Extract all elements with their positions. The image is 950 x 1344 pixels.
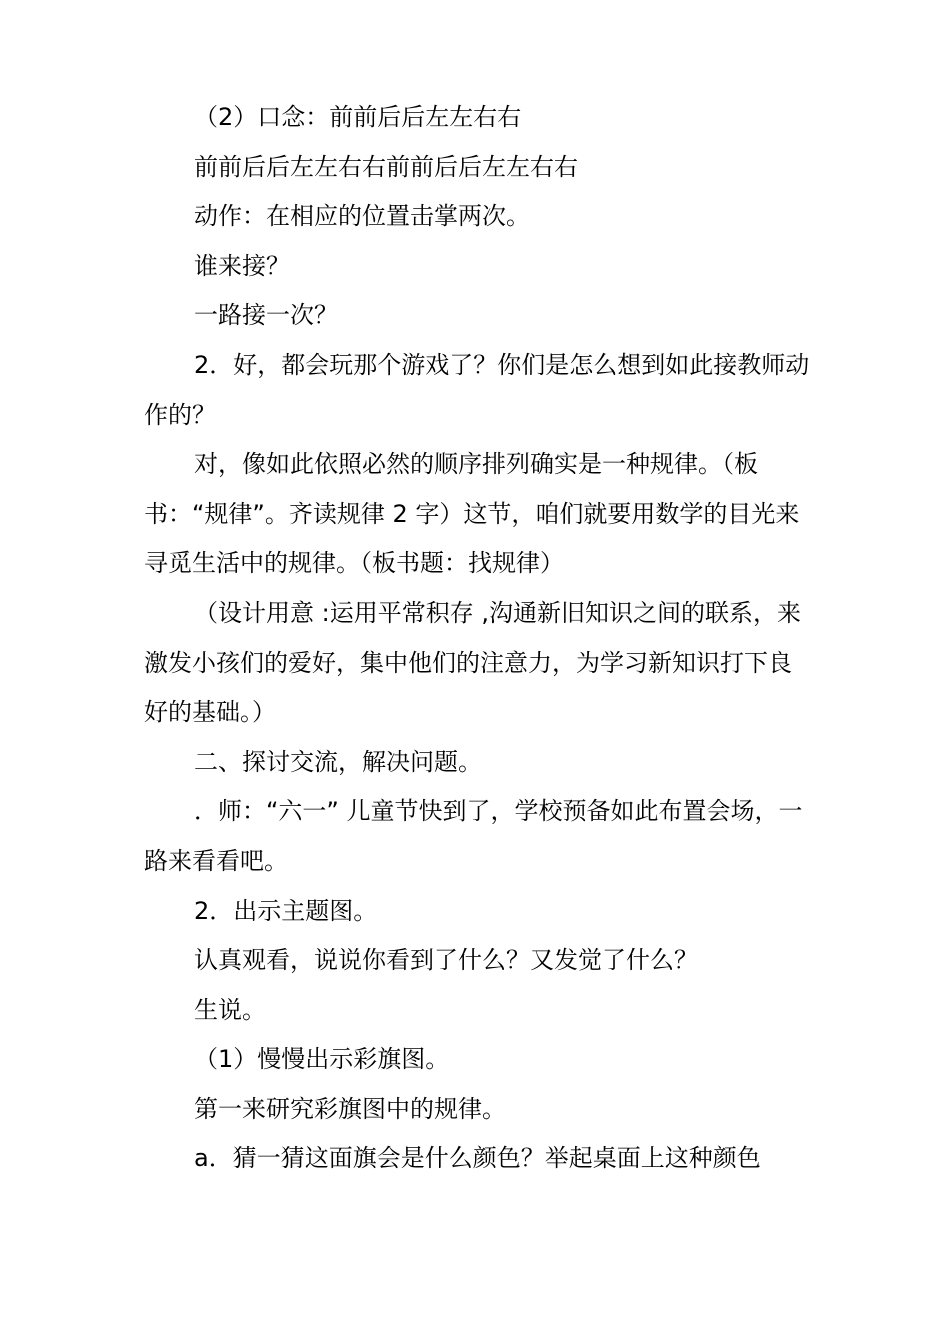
paragraph-action: 动作：在相应的位置击掌两次。 <box>194 202 530 231</box>
paragraph-show-flags: （1）慢慢出示彩旗图。 <box>194 1045 450 1074</box>
paragraph-question-2: 2．好，都会玩那个游戏了？你们是怎么想到如此接教师动作的？ <box>144 350 810 429</box>
paragraph-design-intent: （设计用意 :运用平常积存 ,沟通新旧知识之间的联系，来激发小孩们的爱好，集中他们的注意力，为学习新知识打下良好的基础。） <box>144 598 801 727</box>
paragraph-chant: （2）口念：前前后后左左右右 <box>194 103 522 131</box>
paragraph-who-continues: 谁来接？ <box>194 251 290 280</box>
paragraph-show-theme: 2．出示主题图。 <box>194 896 378 925</box>
paragraph-study-flags: 第一来研究彩旗图中的规律。 <box>194 1094 506 1123</box>
paragraph-observe: 认真观看，说说你看到了什么？又发觉了什么？ <box>194 946 698 975</box>
document-body <box>144 93 810 1184</box>
paragraph-guess-color: a．猜一猜这面旗会是什么颜色？举起桌面上这种颜色 <box>194 1144 761 1173</box>
paragraph-together: 一路接一次？ <box>194 301 338 330</box>
paragraph-rule-explanation: 对，像如此依照必然的顺序排列确实是一种规律。（板书：“规律”。齐读规律 2 字）这节，咱们就要用数学的目光来寻觅生活中的规律。（板书题：找规律） <box>144 450 800 578</box>
section-heading-2: 二、探讨交流，解决问题。 <box>194 747 482 776</box>
paragraph-chant-repeat: 前前后后左左右右前前后后左左右右 <box>194 152 578 181</box>
paragraph-teacher-intro: ．师：“六一” 儿童节快到了，学校预备如此布置会场，一路来看看吧。 <box>144 797 803 875</box>
paragraph-students-say: 生说。 <box>194 995 266 1024</box>
